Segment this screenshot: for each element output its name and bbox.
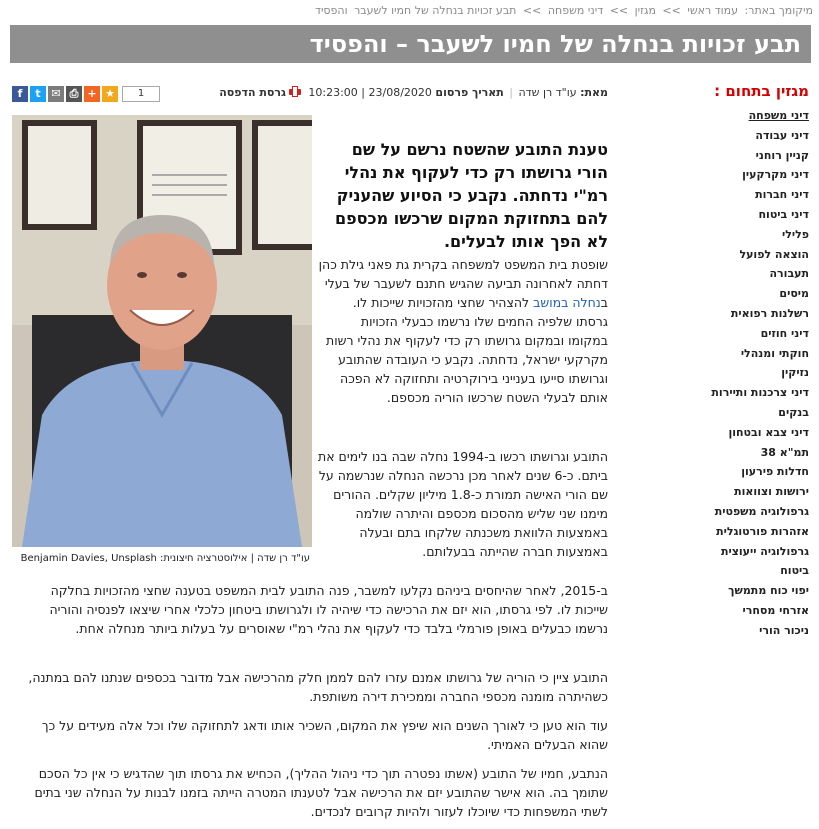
breadcrumb-current-tail: והפסיד <box>314 4 348 17</box>
sidebar-item[interactable]: דיני חברות <box>755 188 809 202</box>
author-name[interactable]: עו"ד רן שדה <box>518 86 577 99</box>
breadcrumb <box>312 4 813 17</box>
article-paragraph-5: עוד הוא טען כי לאורך השנים הוא שיפץ את המקום, השכיר אותו ודאג לתחזוקה שלו וכל אלה מעידים על כך שהוא הבעלים האמיתי. <box>41 718 608 752</box>
sidebar-item[interactable]: בנקים <box>778 405 809 419</box>
nahala-moshav-link[interactable]: נחלה במושב <box>533 295 601 310</box>
sidebar-item[interactable]: תמ"א 38 <box>760 445 809 459</box>
plus-icon[interactable]: + <box>84 86 100 102</box>
publish-date: 23/08/2020 | 10:23:00 <box>308 86 432 99</box>
sidebar-item[interactable]: דיני צבא ובטחון <box>728 425 809 439</box>
article-title: תבע זכויות בנחלה של חמיו לשעבר – והפסיד <box>309 30 801 58</box>
printer-icon <box>289 86 301 97</box>
title-bar <box>10 25 811 63</box>
author-photo <box>12 115 312 547</box>
sidebar-item[interactable]: דיני עבודה <box>755 128 809 142</box>
share-count: 1 <box>122 86 160 102</box>
date-label: תאריך פרסום <box>435 86 504 99</box>
meta-separator: | <box>509 86 513 99</box>
print-icon[interactable]: ⎙ <box>66 86 82 102</box>
facebook-icon[interactable]: f <box>12 86 28 102</box>
sidebar-item[interactable]: גרפולוגיה משפטית <box>714 504 809 518</box>
breadcrumb-separator: >> <box>662 4 681 17</box>
article-paragraph-4: התובע ציין כי הוריה של גרושתו אמנם עזרו להם לממן חלק מהרכישה אבל מדובר בכספים שנתנו להם במתנה, כשהיתרה מומנה מכספי החברה וממכירת דירה משותפת. <box>28 670 608 704</box>
sidebar-item[interactable]: תעבורה <box>769 267 809 281</box>
sidebar-item[interactable]: חוקתי ומנהלי <box>740 346 809 360</box>
article-meta <box>210 86 608 104</box>
breadcrumb-separator: >> <box>609 4 629 17</box>
article-paragraph-6: הנתבע, חמיו של התובע (אשתו נפטרה תוך כדי ניהול ההליך), הכחיש את גרסתו תוך שהדגיש כי אין כל הסכם שתומך בה. הוא אישר שהתובע יזם את הרכישה אבל לטענתו המטרה הייתה בזמנו לבנות על הנחלה שני בתים לשתי המשפחות כדי שיוכלו לעזור ולהיות קרובים לנכדים. <box>34 766 608 819</box>
sidebar-item[interactable]: גרפולוגיה ייעוצית <box>720 544 809 558</box>
sidebar-item[interactable]: חדלות פירעון <box>741 465 809 479</box>
breadcrumb-separator: >> <box>522 4 542 17</box>
article-paragraph-2: התובע וגרושתו רכשו ב-1994 נחלה שבה בנו לימים את ביתם. כ-6 שנים לאחר מכן נרכשה הנחלה שנרשמה על שם הורי האישה תמורת כ-1.8 מיליון שקלים. ההורים מימנו שני שליש מהסכום מכספם והיתרה שולמה באמצעות הלוואת משכנתה שלקחו בתם ובעלה באמצעות חברה שהייתה בבעלותם. <box>318 449 608 559</box>
email-icon[interactable]: ✉ <box>48 86 64 102</box>
breadcrumb-link-home[interactable]: עמוד ראשי <box>687 4 739 17</box>
article-lead: טענת התובע שהשטח נרשם על שם הורי גרושתו רק כדי לעקוף את נהלי רמ"י נדחתה. נקבע כי הסיוע שהעניק להם בתחזוקת המקום שרכשו מכספם לא הפך אותו לבעלים. <box>335 140 608 251</box>
sidebar-item[interactable]: ניכור הורי <box>759 623 809 637</box>
author-photo-illustration <box>12 115 312 547</box>
sidebar-item[interactable]: הוצאה לפועל <box>739 247 809 261</box>
sidebar-item[interactable]: קניין רוחני <box>755 148 809 162</box>
print-version-link[interactable] <box>219 86 301 99</box>
sidebar-item[interactable]: אזרחי מסחרי <box>742 603 809 617</box>
paragraph-1-text-start: שופטת בית המשפט למשפחה בקרית גת פאני גילת כהן דחתה לאחרונה תביעה שהגיש חתנם לשעבר של בעלי ב <box>318 257 608 310</box>
sidebar-item[interactable]: נזיקין <box>781 366 809 380</box>
sidebar-item[interactable]: ירושות וצוואות <box>734 485 809 499</box>
breadcrumb-prefix: מיקומך באתר: <box>744 4 813 17</box>
article-paragraph-1 <box>318 255 608 407</box>
breadcrumb-link-magazine[interactable]: מגזין <box>634 4 656 17</box>
breadcrumb-current: תבע זכויות בנחלה של חמיו לשעבר <box>354 4 517 17</box>
sidebar-item[interactable]: יפוי כוח מתמשך <box>728 584 809 598</box>
sidebar-item[interactable]: דיני צרכנות ותיירות <box>711 386 809 400</box>
photo-caption: עו"ד רן שדה | אילוסטרציה חיצונית: Benjamin Davies, Unsplash <box>20 553 310 564</box>
twitter-icon[interactable]: t <box>30 86 46 102</box>
paragraph-1-text-end: להצהיר שחצי מהזכויות שייכות לו. גרסתו שלפיה החמים שלו נרשמו כבעלי הזכויות במקומו ובמקום גרושתו רק כדי לעקוף את נהלי רשות מקרקעי ישראל, נדחתה. נקבע כי העובדה שהתובע וגרושתו סייעו בענייני בירוקרטיה ותחזוקה לא הפכה אותם לבעלי השטח שרכשו הוריה מכספם. <box>326 295 608 405</box>
share-bar <box>12 86 160 102</box>
sidebar-item[interactable]: אזהרות פורטוגלית <box>716 524 809 538</box>
sidebar-list <box>713 106 809 641</box>
sidebar-item[interactable]: דיני חוזים <box>760 326 809 340</box>
sidebar-item[interactable]: דיני מקרקעין <box>742 168 809 182</box>
sidebar-item[interactable]: פלילי <box>781 227 809 241</box>
sidebar-item[interactable]: ביטוח <box>780 564 809 578</box>
sidebar-item[interactable]: דיני ביטוח <box>758 207 809 221</box>
article-paragraph-3: ב-2015, לאחר שהיחסים ביניהם נקלעו למשבר, פנה התובע לבית המשפט בטענה שחצי מהזכויות בחלקה שייכות לו. לפי גרסתו, הוא יזם את הרכישה כדי שיהיה לו ולגרושתו ביטחון כלכלי אחרי שיצאו לפנסיה והוריה נרשמו כבעלים באופן פורמלי בלבד כדי לעקוף את נהלי רמ"י שאוסרים על בעלות ביותר מנחלה אחת. <box>49 583 608 636</box>
breadcrumb-link-family-law[interactable]: דיני משפחה <box>547 4 604 17</box>
star-icon[interactable]: ★ <box>102 86 118 102</box>
sidebar-item[interactable]: דיני משפחה <box>748 109 809 122</box>
sidebar-item[interactable]: רשלנות רפואית <box>730 306 809 320</box>
author-label: מאת: <box>580 86 608 99</box>
print-version-label: גרסת הדפסה <box>219 86 286 99</box>
sidebar-title: מגזין בתחום : <box>714 82 809 100</box>
sidebar-item[interactable]: מיסים <box>779 287 809 301</box>
category-sidebar <box>713 82 809 641</box>
